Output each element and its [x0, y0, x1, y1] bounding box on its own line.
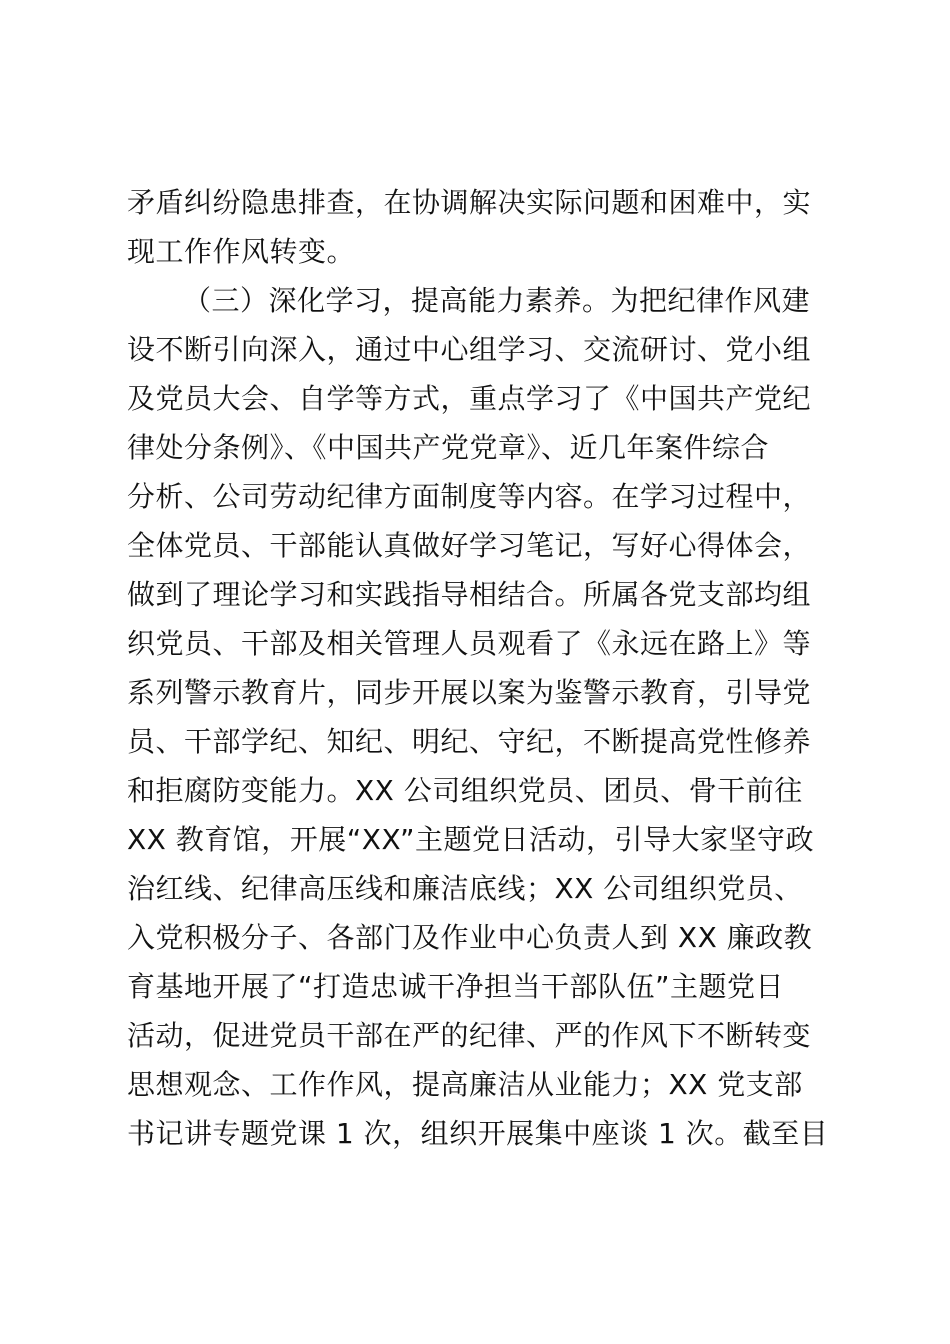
document-body: [127, 178, 847, 1158]
text-line: 现工作作风转变。: [127, 235, 356, 268]
text-line: 书记讲专题党课 1 次，组织开展集中座谈 1 次。截至目: [127, 1117, 829, 1150]
text-line: 员、干部学纪、知纪、明纪、守纪，不断提高党性修养: [127, 725, 812, 758]
text-line: 律处分条例》、《中国共产党党章》、近几年案件综合: [127, 431, 770, 464]
text-line: 及党员大会、自学等方式，重点学习了《中国共产党纪: [127, 382, 812, 415]
section-heading-line: （三）深化学习，提高能力素养。为把纪律作风建: [183, 284, 811, 317]
text-line: 全体党员、干部能认真做好学习笔记，写好心得体会，: [127, 529, 812, 562]
text-line: 活动，促进党员干部在严的纪律、严的作风下不断转变: [127, 1019, 812, 1052]
text-line: 入党积极分子、各部门及作业中心负责人到 XX 廉政教: [127, 921, 813, 954]
text-line: 做到了理论学习和实践指导相结合。所属各党支部均组: [127, 578, 812, 611]
text-line: 系列警示教育片，同步开展以案为鉴警示教育，引导党: [127, 676, 812, 709]
text-line: 育基地开展了“打造忠诚干净担当干部队伍”主题党日: [127, 970, 785, 1003]
text-line: XX 教育馆，开展“XX”主题党日活动，引导大家坚守政: [127, 823, 815, 856]
text-line: 设不断引向深入，通过中心组学习、交流研讨、党小组: [127, 333, 812, 366]
text-line: 思想观念、工作作风，提高廉洁从业能力；XX 党支部: [127, 1068, 803, 1101]
text-line: 矛盾纠纷隐患排查，在协调解决实际问题和困难中，实: [127, 186, 812, 219]
text-line: 织党员、干部及相关管理人员观看了《永远在路上》等: [127, 627, 812, 660]
text-line: 和拒腐防变能力。XX 公司组织党员、团员、骨干前往: [127, 774, 803, 807]
text-line: 治红线、纪律高压线和廉洁底线；XX 公司组织党员、: [127, 872, 803, 905]
text-line: 分析、公司劳动纪律方面制度等内容。在学习过程中，: [127, 480, 812, 513]
